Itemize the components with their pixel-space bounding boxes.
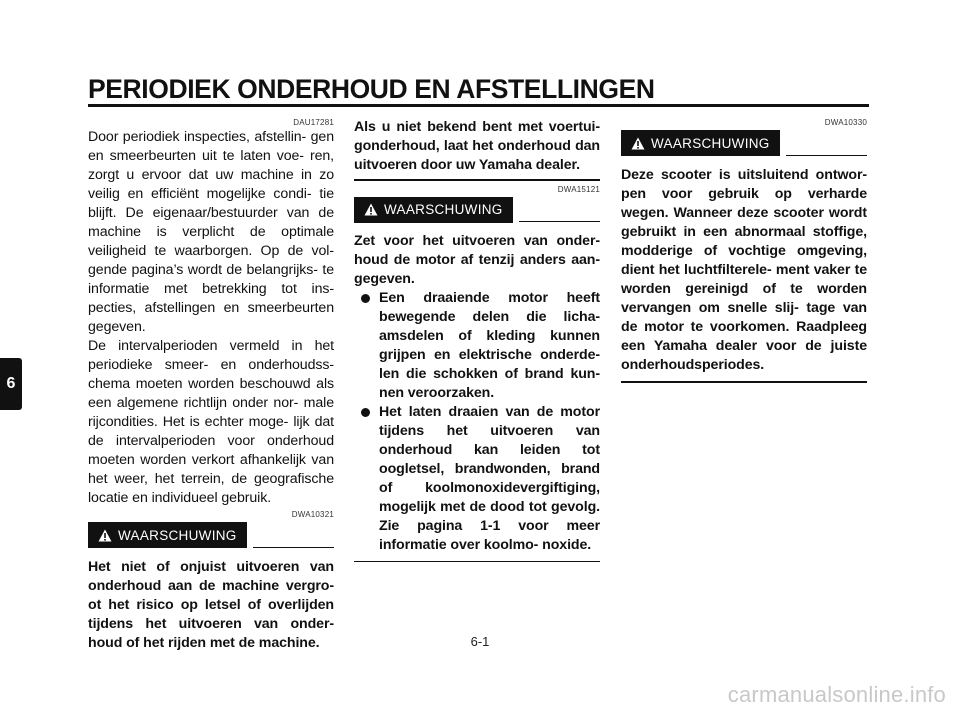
- warning-triangle-icon: [98, 529, 112, 542]
- warning-text: Het niet of onjuist uitvoeren van onderhoud aan de machine vergro- ot het risico op letsel of overlijden tijdens het uitvoeren van onder- houd of het rijden met de machine.: [88, 559, 334, 651]
- warning-code: DWA10321: [291, 510, 334, 519]
- interval-paragraph: De intervalperioden vermeld in het periodieke smeer- en onderhoudss- chema moeten worden beschouwd als een algemene richtlijn onder nor- male rijcondities. Het is echter moge- lijk dat de intervalperioden voor onderhoud moeten worden verkort afhankelijk van het weer, het terrein, de geografische locatie en individueel gebruik.: [88, 338, 334, 506]
- warning-badge: [88, 522, 247, 548]
- bullet-icon: [361, 294, 370, 303]
- warning-triangle-icon: [364, 203, 378, 216]
- column-1: [88, 118, 334, 653]
- column-2: [354, 118, 600, 562]
- warning-label: WAARSCHUWING: [118, 527, 237, 543]
- warning-header: [621, 130, 867, 156]
- warning-text: Deze scooter is uitsluitend ontwor- pen voor gebruik op verharde wegen. Wanneer deze scooter wordt gebruikt in een abnormaal stoffige, modderige of vochtige omgeving, dient het luchtfilterele- ment vaker te worden gereinigd of te worden vervangen om snelle slij- tage van de motor te voorkomen. Raadpleeg een Yamaha dealer voor de juiste onderhoudsperiodes.: [621, 167, 867, 373]
- watermark: carmanualsonline.info: [727, 682, 946, 707]
- page-number: 6-1: [470, 634, 490, 649]
- list-item: [354, 289, 600, 403]
- warning-code: DWA15121: [557, 184, 600, 194]
- warning-rule: [786, 155, 867, 156]
- page-title: PERIODIEK ONDERHOUD EN AFSTELLINGEN: [88, 74, 655, 104]
- warning-end-rule: [621, 381, 867, 383]
- warning-rule: [253, 547, 334, 548]
- title-rule: [88, 104, 869, 107]
- section-code: DAU17281: [293, 118, 334, 127]
- warning-rule: [519, 221, 600, 222]
- chapter-tab: 6: [0, 358, 22, 410]
- intro-paragraph: Door periodiek inspecties, afstellin- gen en smeerbeurten uit te laten voe- ren, zorgt u ervoor dat uw machine in zo veilig en efficiënt mogelijke condi- tie blijft. De eigenaar/bestuurder van de machine is verplicht de optimale veiligheid te waarborgen. Op de vol- gende pagina’s wordt de belangrijks- te informatie met betrekking tot ins- pecties, afstellingen en smeerbeurten gegeven.: [88, 129, 334, 335]
- warning-label: WAARSCHUWING: [651, 135, 770, 151]
- warning-badge: [354, 197, 513, 223]
- bullet-text: Een draaiende motor heeft bewegende delen die licha- amsdelen of kleding kunnen grijpen en elektrische onderde- len die schokken of brand kun- nen veroorzaken.: [379, 289, 600, 401]
- warning-code: DWA10330: [824, 118, 867, 127]
- bullet-icon: [361, 408, 370, 417]
- warning-bullet-list: [354, 289, 600, 555]
- warning-header: [88, 522, 334, 548]
- warning-badge: [621, 130, 780, 156]
- warning-end-rule: [354, 561, 600, 563]
- list-item: [354, 403, 600, 555]
- warning-label: WAARSCHUWING: [384, 202, 503, 217]
- bullet-text: Het laten draaien van de motor tijdens het uitvoeren van onderhoud kan leiden tot oogletsel, brandwonden, brand of koolmonoxidevergiftiging, mogelijk met de dood tot gevolg. Zie pagina 1-1 voor meer informatie over koolmo- noxide.: [379, 403, 600, 553]
- warning-text: Zet voor het uitvoeren van onder- houd de motor af tenzij anders aan- gegeven.: [354, 232, 600, 287]
- column-3: [621, 118, 867, 383]
- warning-triangle-icon: [631, 137, 645, 150]
- section-rule: [354, 179, 600, 181]
- warning-header: [354, 197, 600, 223]
- dealer-paragraph: Als u niet bekend bent met voertui- gonderhoud, laat het onderhoud dan uitvoeren door uw Yamaha dealer.: [354, 119, 600, 173]
